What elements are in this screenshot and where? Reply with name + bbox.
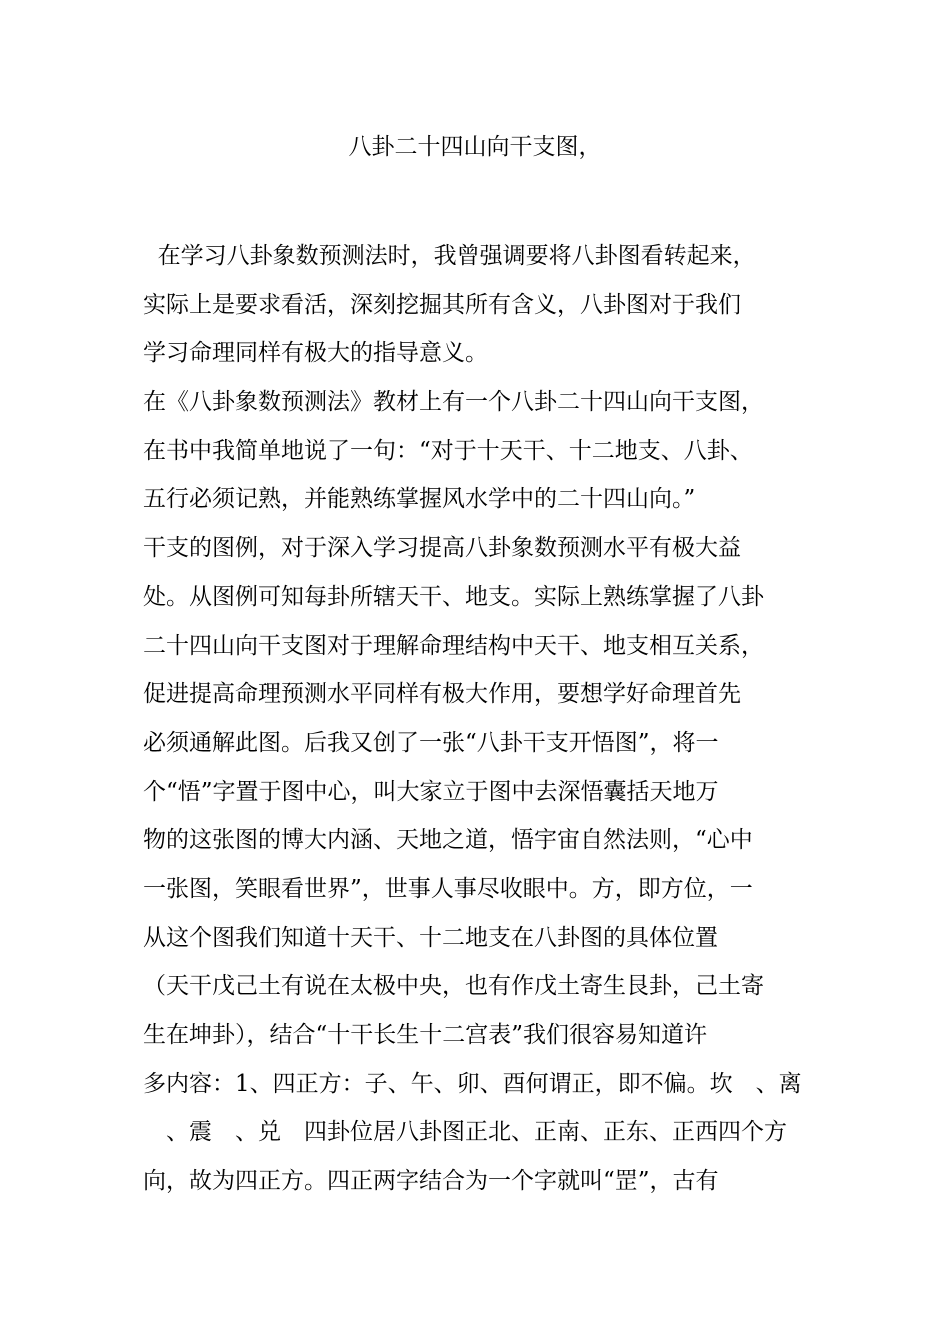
body-line: 从这个图我们知道十天干、十二地支在八卦图的具体位置 (143, 924, 718, 951)
document-body (143, 232, 823, 1206)
body-line: 促进提高命理预测水平同样有极大作用，要想学好命理首先 (143, 681, 741, 708)
body-line: 物的这张图的博大内涵、天地之道，悟宇宙自然法则，“心中 (143, 827, 753, 854)
body-line: 向，故为四正方。四正两字结合为一个字就叫“罡”，古有 (143, 1168, 719, 1195)
body-line: 、震 、兑 四卦位居八卦图正北、正南、正东、正西四个方 (143, 1119, 787, 1146)
body-line: 一张图，笑眼看世界”，世事人事尽收眼中。方，即方位，一 (143, 875, 753, 902)
body-line: 多内容：1、四正方：子、午、卯、酉何谓正，即不偏。坎 、离 (143, 1070, 802, 1097)
body-line: 处。从图例可知每卦所辖天干、地支。实际上熟练掌握了八卦 (143, 583, 764, 610)
body-line: 在《八卦象数预测法》教材上有一个八卦二十四山向干支图， (143, 389, 764, 416)
body-line: 二十四山向干支图对于理解命理结构中天干、地支相互关系， (143, 632, 764, 659)
body-line: 个“悟”字置于图中心，叫大家立于图中去深悟囊括天地万 (143, 778, 719, 805)
body-line: 生在坤卦），结合“十干长生十二宫表”我们很容易知道许 (143, 1022, 708, 1048)
body-line: 实际上是要求看活，深刻挖掘其所有含义，八卦图对于我们 (143, 291, 741, 318)
body-line: 五行必须记熟，并能熟练掌握风水学中的二十四山向。” (143, 486, 696, 513)
body-line: 必须通解此图。后我又创了一张“八卦干支开悟图”，将一 (143, 729, 719, 756)
body-line: 干支的图例，对于深入学习提高八卦象数预测水平有极大益 (143, 535, 741, 562)
body-line: （天干戊己土有说在太极中央，也有作戊土寄生艮卦，己土寄 (143, 973, 764, 1000)
document-title: 八卦二十四山向干支图， (348, 134, 602, 160)
body-line: 在书中我简单地说了一句：“对于十天干、十二地支、八卦、 (143, 437, 753, 464)
body-line: 学习命理同样有极大的指导意义。 (143, 340, 488, 367)
body-line: 在学习八卦象数预测法时，我曾强调要将八卦图看转起来， (143, 243, 756, 269)
